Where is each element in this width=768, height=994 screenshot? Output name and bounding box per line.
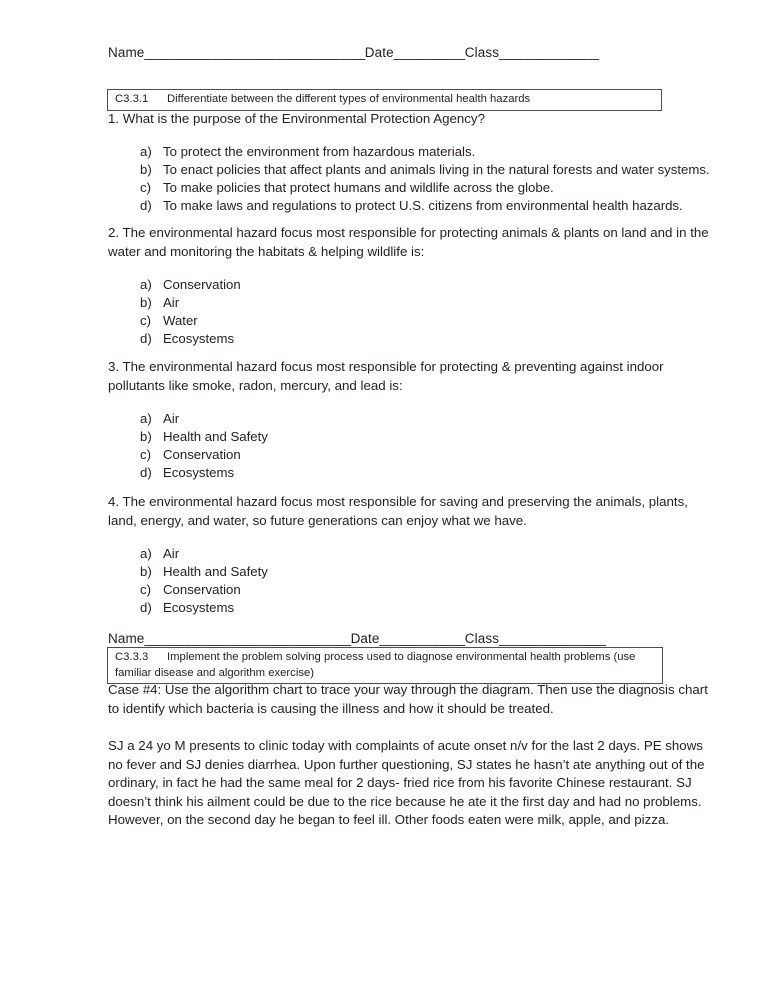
objective-text: Implement the problem solving process used to diagnose environmental health problems (use familiar disease and algorithm exercise) (115, 651, 636, 679)
date-blank[interactable]: __________ (393, 45, 465, 60)
class-blank[interactable]: ______________ (499, 45, 599, 60)
class-label: Class (464, 45, 500, 60)
objective-box-c331 (107, 89, 662, 111)
option-item[interactable] (140, 464, 730, 482)
objective-text: Differentiate between the different types of environmental health hazards (167, 93, 531, 105)
option-marker: d) (140, 331, 152, 346)
option-marker: d) (140, 600, 152, 615)
option-item[interactable] (140, 545, 730, 563)
option-label: Conservation (163, 277, 241, 292)
student-info-header-1 (108, 44, 599, 62)
case-study-instructions: Case #4: Use the algorithm chart to trace your way through the diagram. Then use the diagnosis chart to identify which bacteria is causing the illness and how it should be treated. (108, 682, 708, 716)
question-4-prompt: 4. The environmental hazard focus most responsible for saving and preserving the animals, plants, land, energy, and water, so future generations can enjoy what we have. (108, 494, 688, 528)
name-label: Name (108, 45, 145, 60)
question-2-options (140, 276, 730, 348)
option-marker: b) (140, 162, 152, 177)
option-marker: a) (140, 546, 152, 561)
option-marker: d) (140, 198, 152, 213)
option-item[interactable] (140, 599, 730, 617)
option-item[interactable] (140, 161, 730, 179)
option-item[interactable] (140, 428, 730, 446)
option-label: Ecosystems (163, 465, 235, 480)
name-blank[interactable]: _____________________________ (144, 631, 351, 646)
option-label: To enact policies that affect plants and animals living in the natural forests and water systems. (163, 162, 710, 177)
option-item[interactable] (140, 581, 730, 599)
date-label: Date (364, 45, 394, 60)
option-marker: a) (140, 144, 152, 159)
class-blank[interactable]: _______________ (499, 631, 606, 646)
option-marker: c) (140, 582, 151, 597)
option-label: Conservation (163, 582, 241, 597)
option-marker: b) (140, 429, 152, 444)
option-label: Conservation (163, 447, 241, 462)
option-label: To make laws and regulations to protect U.S. citizens from environmental health hazards. (163, 198, 683, 213)
question-1-prompt: 1. What is the purpose of the Environmental Protection Agency? (108, 111, 485, 126)
option-item[interactable] (140, 410, 730, 428)
option-label: Air (163, 295, 180, 310)
class-label: Class (464, 631, 500, 646)
question-2-prompt: 2. The environmental hazard focus most responsible for protecting animals & plants on land and in the water and monitoring the habitats & helping wildlife is: (108, 225, 709, 259)
option-label: To protect the environment from hazardous materials. (163, 144, 476, 159)
option-marker: c) (140, 313, 151, 328)
date-blank[interactable]: ____________ (379, 631, 465, 646)
date-label: Date (350, 631, 380, 646)
option-label: Health and Safety (163, 564, 268, 579)
objective-box-c333 (107, 647, 663, 684)
option-marker: a) (140, 411, 152, 426)
option-label: Air (163, 411, 180, 426)
option-item[interactable] (140, 143, 730, 161)
option-label: To make policies that protect humans and wildlife across the globe. (163, 180, 554, 195)
question-3-options (140, 410, 730, 482)
option-marker: c) (140, 447, 151, 462)
option-item[interactable] (140, 179, 730, 197)
option-item[interactable] (140, 276, 730, 294)
option-marker: d) (140, 465, 152, 480)
option-marker: c) (140, 180, 151, 195)
question-3-prompt: 3. The environmental hazard focus most responsible for protecting & preventing against indoor pollutants like smoke, radon, mercury, and lead is: (108, 359, 664, 393)
option-marker: b) (140, 564, 152, 579)
option-label: Water (163, 313, 198, 328)
option-marker: b) (140, 295, 152, 310)
option-item[interactable] (140, 294, 730, 312)
objective-code: C3.3.3 (115, 651, 149, 663)
option-marker: a) (140, 277, 152, 292)
option-label: Ecosystems (163, 600, 235, 615)
objective-code: C3.3.1 (115, 93, 149, 105)
question-4-options (140, 545, 730, 617)
option-item[interactable] (140, 446, 730, 464)
name-label: Name (108, 631, 145, 646)
case-study-scenario: SJ a 24 yo M presents to clinic today with complaints of acute onset n/v for the last 2 days. PE shows no fever and SJ denies diarrhea. Upon further questioning, SJ states he hasn’t ate anything out of the ordinary, in fact he had the same meal for 2 days- fried rice from his favorite Chinese restaurant. SJ doesn’t think his ailment could be due to the rice because he ate it the first day and had no problems. However, on the second day he began to feel ill. Other foods eaten were milk, apple, and pizza. (108, 738, 705, 828)
option-label: Ecosystems (163, 331, 235, 346)
option-label: Air (163, 546, 180, 561)
option-item[interactable] (140, 330, 730, 348)
option-label: Health and Safety (163, 429, 268, 444)
option-item[interactable] (140, 312, 730, 330)
name-blank[interactable]: _______________________________ (144, 45, 365, 60)
question-1-options (140, 143, 730, 215)
option-item[interactable] (140, 197, 730, 215)
option-item[interactable] (140, 563, 730, 581)
student-info-header-2 (108, 630, 606, 648)
